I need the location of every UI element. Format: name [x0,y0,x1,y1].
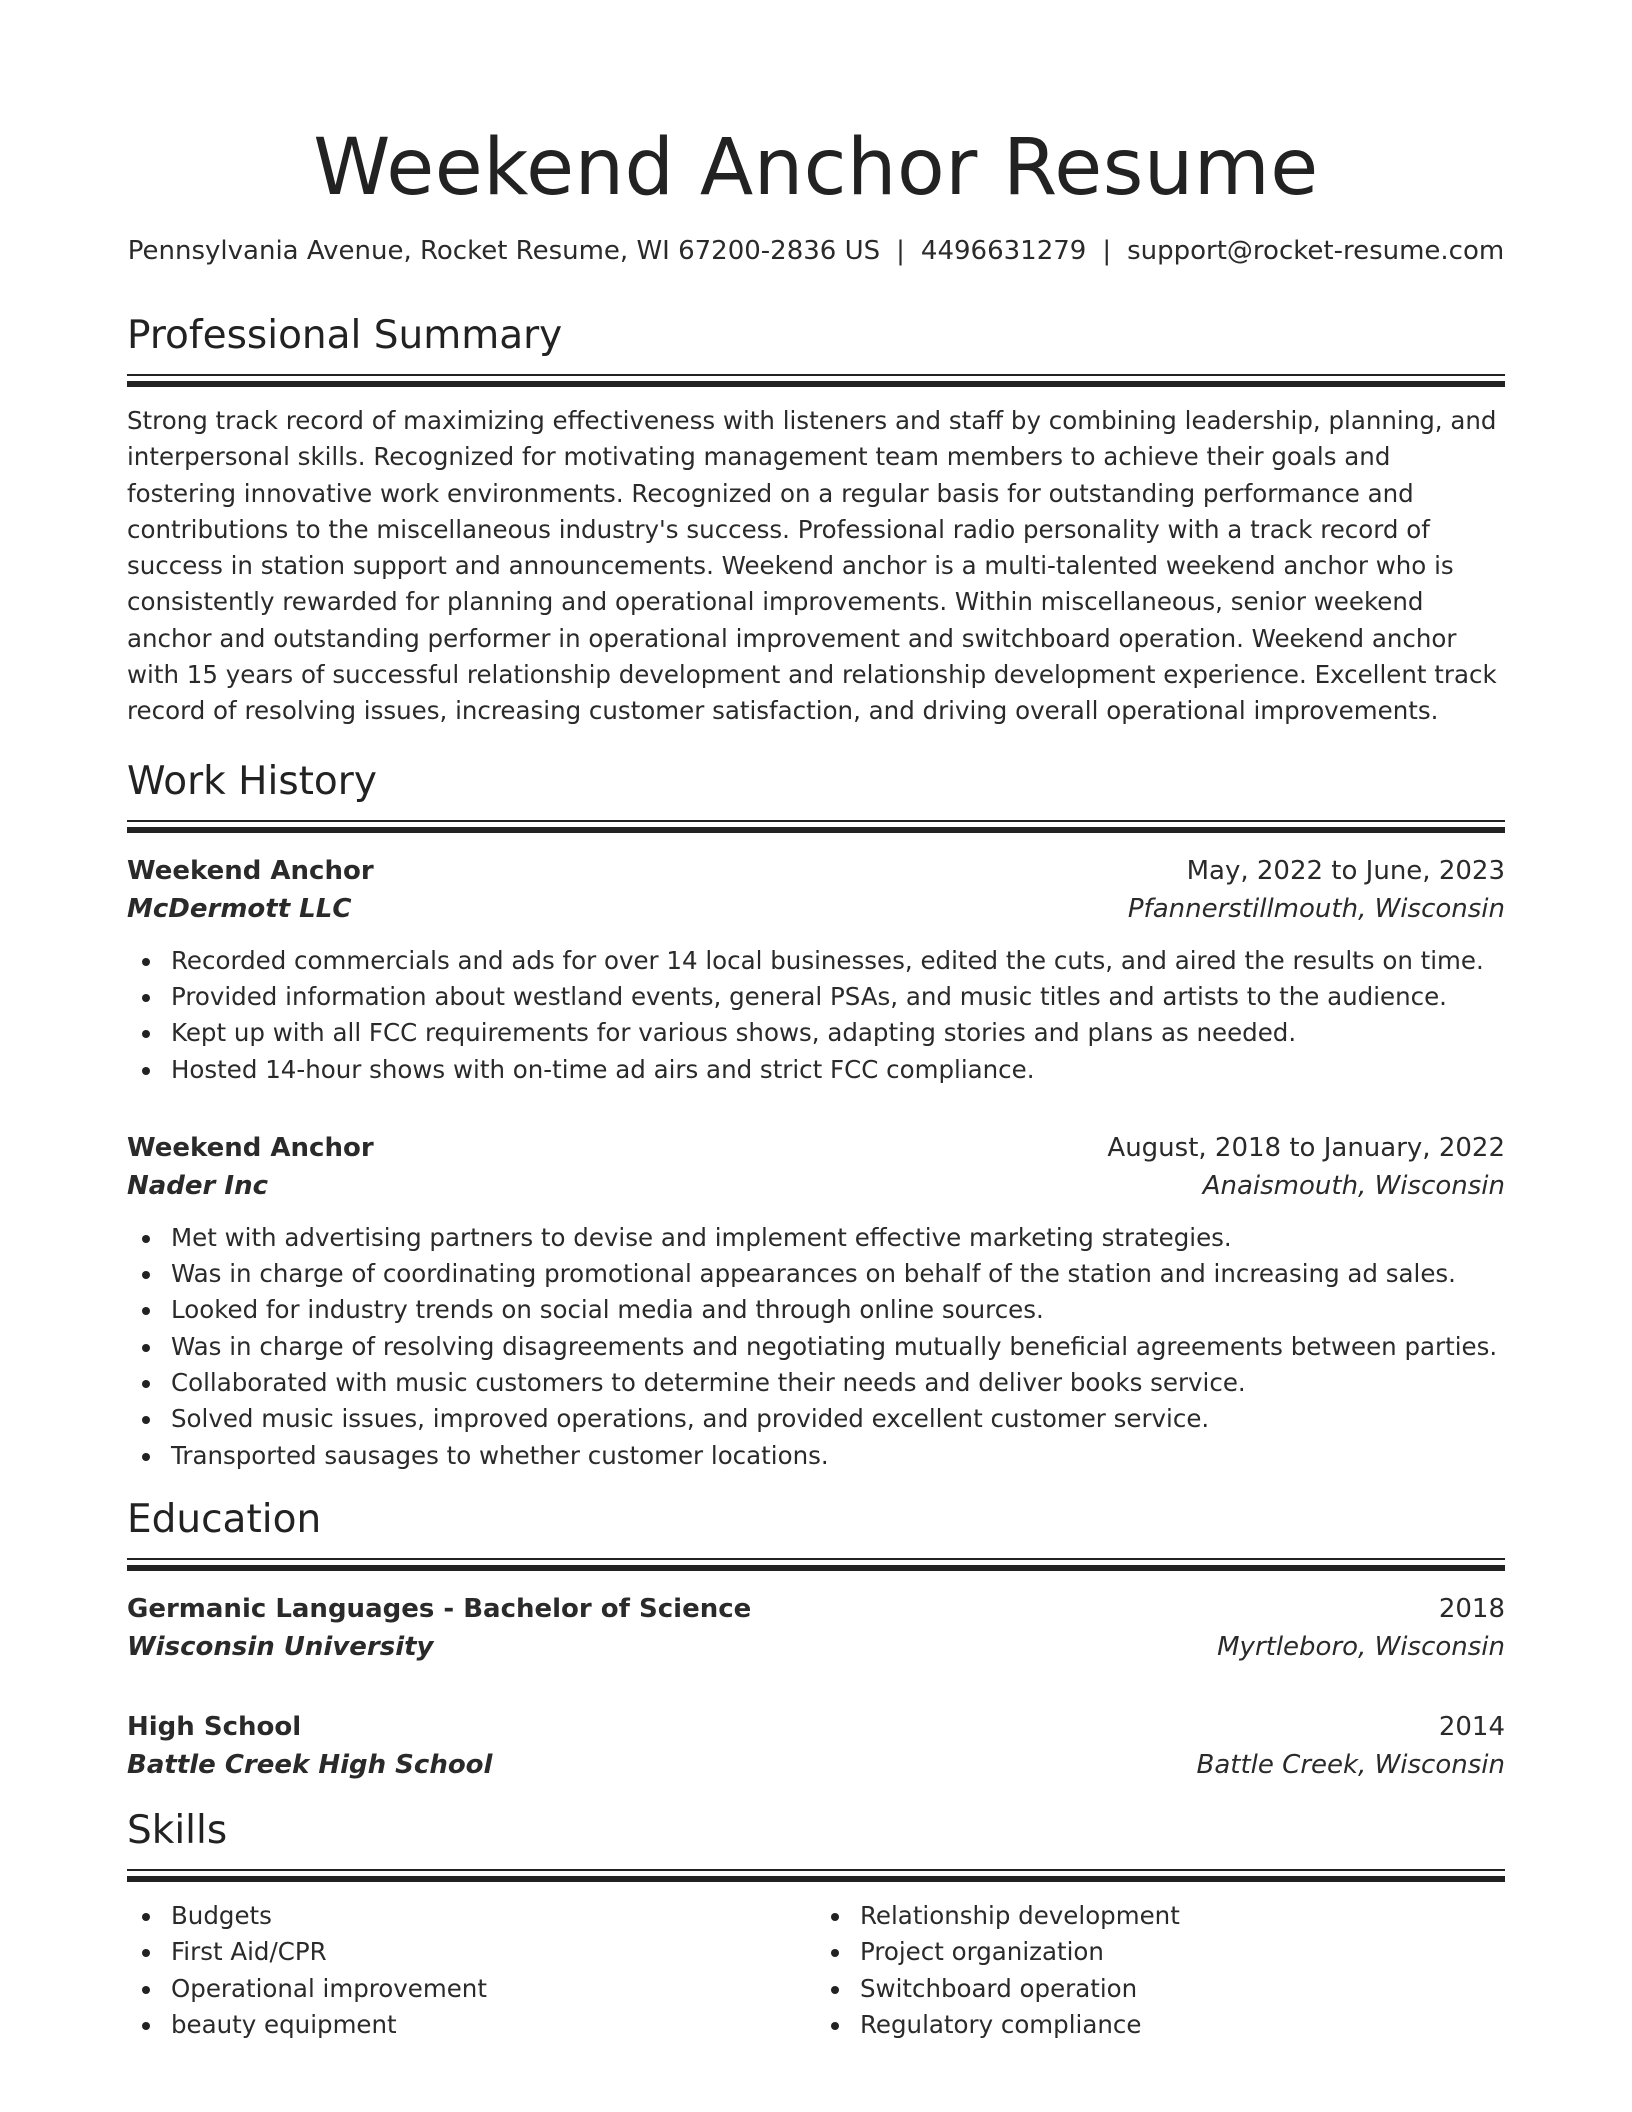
list-item: Project organization [860,1934,1505,1970]
list-item: Solved music issues, improved operations, and provided excellent customer service. [171,1401,1505,1437]
job-location: Pfannerstillmouth, Wisconsin [1127,893,1505,924]
company-name: McDermott LLC [127,893,352,924]
job-title: Weekend Anchor [127,1132,374,1163]
job-location: Anaismouth, Wisconsin [1202,1170,1505,1201]
separator: | [1102,236,1112,266]
summary-text: Strong track record of maximizing effectiveness with listeners and staff by combining leadership, planning, and interpersonal skills. Recognized for motivating management team members to achieve their goals and fostering innovative work environments. Recognized on a regular basis for outstanding performance and contributions to the miscellaneous industry's success. Professional radio personality with a track record of success in station support and announcements. Weekend anchor is a multi-talented weekend anchor who is consistently rewarded for planning and operational improvements. Within miscellaneous, senior weekend anchor and outstanding performer in operational improvement and switchboard operation. Weekend anchor with 15 years of successful relationship development and relationship development experience. Excellent track record of resolving issues, increasing customer satisfaction, and driving overall operational improvements. [127,406,1497,726]
graduation-year: 2014 [1438,1711,1505,1742]
job-bullets [127,943,1505,1088]
school-location: Myrtleboro, Wisconsin [1217,1631,1505,1662]
skills-list-left [127,1898,816,2043]
job-title: Weekend Anchor [127,855,374,886]
section-heading: Professional Summary [127,313,563,358]
job-entry [127,853,1505,1088]
list-item: Met with advertising partners to devise and implement effective marketing strategies. [171,1220,1505,1256]
section-heading: Education [127,1496,322,1542]
list-item: Was in charge of coordinating promotional appearances on behalf of the station and increasing ad sales. [171,1256,1505,1292]
degree-name: High School [127,1711,302,1742]
education-entry [127,1709,1505,1785]
list-item: Hosted 14-hour shows with on-time ad airs and strict FCC compliance. [171,1052,1505,1088]
skills-list-right [816,1898,1505,2043]
section-divider [127,1558,1505,1571]
list-item: Budgets [171,1898,816,1934]
list-item: Operational improvement [171,1971,816,2007]
company-name: Nader Inc [127,1170,269,1201]
email: support@rocket-resume.com [1127,236,1505,266]
education-section [127,1494,1505,1785]
section-divider [127,1869,1505,1882]
list-item: beauty equipment [171,2007,816,2043]
list-item: Looked for industry trends on social media and through online sources. [171,1292,1505,1328]
degree-name: Germanic Languages - Bachelor of Science [127,1593,752,1624]
list-item: Kept up with all FCC requirements for various shows, adapting stories and plans as needed. [171,1015,1505,1051]
list-item: Provided information about westland events, general PSAs, and music titles and artists to the audience. [171,979,1505,1015]
work-history-section [127,756,1505,1474]
school-name: Wisconsin University [127,1631,434,1662]
skills-columns [127,1898,1505,2043]
job-bullets [127,1220,1505,1474]
skills-section [127,1805,1505,2043]
education-entry [127,1591,1505,1667]
graduation-year: 2018 [1438,1593,1505,1624]
school-location: Battle Creek, Wisconsin [1196,1749,1505,1780]
section-divider [127,374,1505,387]
phone: 4496631279 [920,236,1087,266]
address: Pennsylvania Avenue, Rocket Resume, WI 67200-2836 US [127,236,881,266]
contact-line [127,234,1505,268]
list-item: Transported sausages to whether customer locations. [171,1438,1505,1474]
school-name: Battle Creek High School [127,1749,493,1780]
section-divider [127,820,1505,833]
summary-section [127,310,1505,730]
list-item: Collaborated with music customers to determine their needs and deliver books service. [171,1365,1505,1401]
list-item: Regulatory compliance [860,2007,1505,2043]
job-entry [127,1130,1505,1474]
resume-title: Weekend Anchor Resume [313,123,1319,213]
list-item: Switchboard operation [860,1971,1505,2007]
list-item: First Aid/CPR [171,1934,816,1970]
list-item: Relationship development [860,1898,1505,1934]
list-item: Recorded commercials and ads for over 14 local businesses, edited the cuts, and aired the results on time. [171,943,1505,979]
list-item: Was in charge of resolving disagreements and negotiating mutually beneficial agreements between parties. [171,1329,1505,1365]
separator: | [896,236,905,266]
section-heading: Work History [127,758,377,804]
job-dates: August, 2018 to January, 2022 [1107,1132,1505,1163]
section-heading: Skills [127,1807,228,1853]
job-dates: May, 2022 to June, 2023 [1186,855,1505,886]
resume-page [127,0,1505,2043]
